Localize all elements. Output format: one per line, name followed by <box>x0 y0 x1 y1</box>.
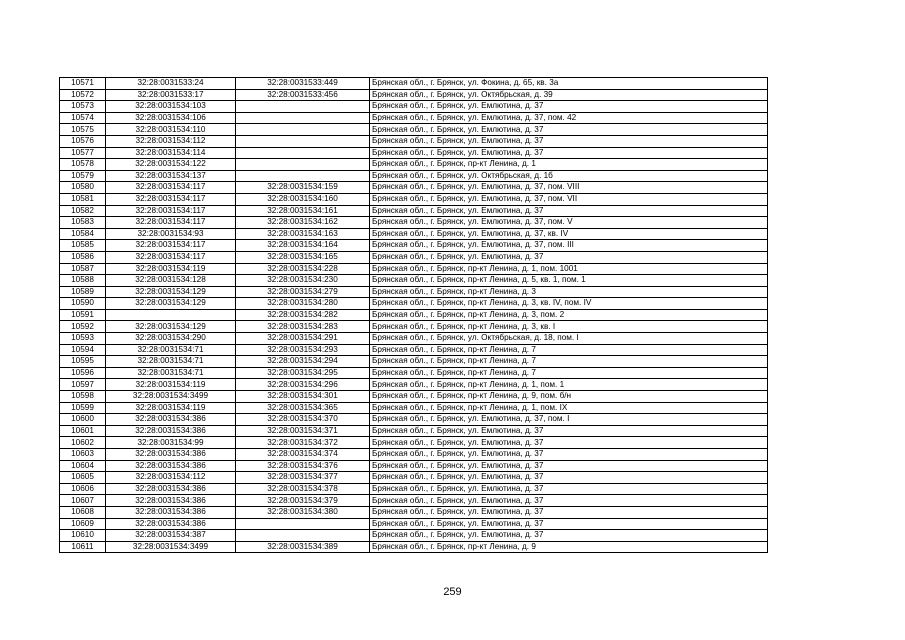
object-cadastral-number-cell: 32:28:0031534:291 <box>236 333 370 345</box>
object-cadastral-number-cell: 32:28:0031534:301 <box>236 391 370 403</box>
address-cell: Брянская обл., г. Брянск, ул. Емлютина, д. 37, пом. 42 <box>370 112 768 124</box>
land-cadastral-number-cell: 32:28:0031534:112 <box>106 472 236 484</box>
table-row <box>60 170 768 182</box>
row-number-cell: 10591 <box>60 309 106 321</box>
object-cadastral-number-cell <box>236 518 370 530</box>
land-cadastral-number-cell: 32:28:0031534:128 <box>106 275 236 287</box>
row-number-cell: 10609 <box>60 518 106 530</box>
address-cell: Брянская обл., г. Брянск, ул. Емлютина, д. 37 <box>370 472 768 484</box>
table-row <box>60 205 768 217</box>
object-cadastral-number-cell: 32:28:0031533:449 <box>236 78 370 90</box>
row-number-cell: 10588 <box>60 275 106 287</box>
object-cadastral-number-cell <box>236 147 370 159</box>
table-row <box>60 506 768 518</box>
row-number-cell: 10572 <box>60 89 106 101</box>
address-cell: Брянская обл., г. Брянск, пр-кт Ленина, д. 1, пом. 1001 <box>370 263 768 275</box>
row-number-cell: 10574 <box>60 112 106 124</box>
land-cadastral-number-cell: 32:28:0031534:99 <box>106 437 236 449</box>
row-number-cell: 10597 <box>60 379 106 391</box>
address-cell: Брянская обл., г. Брянск, ул. Емлютина, д. 37 <box>370 147 768 159</box>
object-cadastral-number-cell <box>236 135 370 147</box>
table-row <box>60 275 768 287</box>
row-number-cell: 10583 <box>60 217 106 229</box>
address-cell: Брянская обл., г. Брянск, ул. Емлютина, д. 37 <box>370 135 768 147</box>
address-cell: Брянская обл., г. Брянск, пр-кт Ленина, д. 7 <box>370 344 768 356</box>
address-cell: Брянская обл., г. Брянск, ул. Октябрьская, д. 18, пом. I <box>370 333 768 345</box>
object-cadastral-number-cell: 32:28:0031534:230 <box>236 275 370 287</box>
land-cadastral-number-cell: 32:28:0031534:112 <box>106 135 236 147</box>
row-number-cell: 10576 <box>60 135 106 147</box>
address-cell: Брянская обл., г. Брянск, ул. Емлютина, д. 37 <box>370 460 768 472</box>
table-row <box>60 472 768 484</box>
object-cadastral-number-cell <box>236 159 370 171</box>
table-row <box>60 541 768 553</box>
object-cadastral-number-cell: 32:28:0031534:294 <box>236 356 370 368</box>
address-cell: Брянская обл., г. Брянск, пр-кт Ленина, д. 3, кв. IV, пом. IV <box>370 298 768 310</box>
land-cadastral-number-cell: 32:28:0031534:71 <box>106 344 236 356</box>
object-cadastral-number-cell: 32:28:0031534:377 <box>236 472 370 484</box>
address-cell: Брянская обл., г. Брянск, ул. Емлютина, д. 37, кв. IV <box>370 228 768 240</box>
address-cell: Брянская обл., г. Брянск, ул. Емлютина, д. 37 <box>370 495 768 507</box>
object-cadastral-number-cell: 32:28:0031534:376 <box>236 460 370 472</box>
address-cell: Брянская обл., г. Брянск, ул. Емлютина, д. 37 <box>370 124 768 136</box>
object-cadastral-number-cell: 32:28:0031534:279 <box>236 286 370 298</box>
land-cadastral-number-cell: 32:28:0031534:110 <box>106 124 236 136</box>
row-number-cell: 10587 <box>60 263 106 275</box>
address-cell: Брянская обл., г. Брянск, пр-кт Ленина, д. 7 <box>370 356 768 368</box>
row-number-cell: 10599 <box>60 402 106 414</box>
table-row <box>60 124 768 136</box>
table-row <box>60 251 768 263</box>
table-row <box>60 414 768 426</box>
object-cadastral-number-cell: 32:28:0031534:296 <box>236 379 370 391</box>
address-cell: Брянская обл., г. Брянск, ул. Емлютина, д. 37 <box>370 530 768 542</box>
address-cell: Брянская обл., г. Брянск, ул. Емлютина, д. 37 <box>370 251 768 263</box>
object-cadastral-number-cell: 32:28:0031534:282 <box>236 309 370 321</box>
address-cell: Брянская обл., г. Брянск, ул. Емлютина, д. 37 <box>370 101 768 113</box>
address-cell: Брянская обл., г. Брянск, пр-кт Ленина, д. 1 <box>370 159 768 171</box>
object-cadastral-number-cell: 32:28:0031534:365 <box>236 402 370 414</box>
object-cadastral-number-cell: 32:28:0031534:280 <box>236 298 370 310</box>
land-cadastral-number-cell: 32:28:0031534:386 <box>106 495 236 507</box>
table-row <box>60 263 768 275</box>
address-cell: Брянская обл., г. Брянск, пр-кт Ленина, д. 3, кв. I <box>370 321 768 333</box>
object-cadastral-number-cell: 32:28:0031533:456 <box>236 89 370 101</box>
table-row <box>60 147 768 159</box>
table-row <box>60 483 768 495</box>
address-cell: Брянская обл., г. Брянск, ул. Емлютина, д. 37 <box>370 506 768 518</box>
object-cadastral-number-cell: 32:28:0031534:378 <box>236 483 370 495</box>
object-cadastral-number-cell: 32:28:0031534:370 <box>236 414 370 426</box>
land-cadastral-number-cell: 32:28:0031534:3499 <box>106 391 236 403</box>
land-cadastral-number-cell: 32:28:0031534:386 <box>106 506 236 518</box>
land-cadastral-number-cell: 32:28:0031534:117 <box>106 251 236 263</box>
row-number-cell: 10594 <box>60 344 106 356</box>
land-cadastral-number-cell: 32:28:0031534:129 <box>106 321 236 333</box>
row-number-cell: 10573 <box>60 101 106 113</box>
row-number-cell: 10595 <box>60 356 106 368</box>
land-cadastral-number-cell: 32:28:0031534:386 <box>106 460 236 472</box>
row-number-cell: 10607 <box>60 495 106 507</box>
land-cadastral-number-cell: 32:28:0031533:24 <box>106 78 236 90</box>
object-cadastral-number-cell: 32:28:0031534:371 <box>236 425 370 437</box>
land-cadastral-number-cell: 32:28:0031534:119 <box>106 402 236 414</box>
address-cell: Брянская обл., г. Брянск, пр-кт Ленина, д. 9 <box>370 541 768 553</box>
address-cell: Брянская обл., г. Брянск, ул. Емлютина, д. 37, пом. I <box>370 414 768 426</box>
address-cell: Брянская обл., г. Брянск, пр-кт Ленина, д. 1, пом. 1 <box>370 379 768 391</box>
table-row <box>60 379 768 391</box>
row-number-cell: 10603 <box>60 449 106 461</box>
object-cadastral-number-cell: 32:28:0031534:293 <box>236 344 370 356</box>
address-cell: Брянская обл., г. Брянск, ул. Октябрьская, д. 39 <box>370 89 768 101</box>
land-cadastral-number-cell: 32:28:0031534:117 <box>106 217 236 229</box>
object-cadastral-number-cell: 32:28:0031534:283 <box>236 321 370 333</box>
row-number-cell: 10593 <box>60 333 106 345</box>
land-cadastral-number-cell: 32:28:0031534:71 <box>106 367 236 379</box>
address-cell: Брянская обл., г. Брянск, ул. Емлютина, д. 37, пом. VIII <box>370 182 768 194</box>
land-cadastral-number-cell: 32:28:0031534:119 <box>106 263 236 275</box>
row-number-cell: 10577 <box>60 147 106 159</box>
address-cell: Брянская обл., г. Брянск, ул. Емлютина, д. 37 <box>370 437 768 449</box>
object-cadastral-number-cell <box>236 170 370 182</box>
object-cadastral-number-cell: 32:28:0031534:374 <box>236 449 370 461</box>
object-cadastral-number-cell: 32:28:0031534:295 <box>236 367 370 379</box>
table-row <box>60 309 768 321</box>
row-number-cell: 10581 <box>60 193 106 205</box>
row-number-cell: 10598 <box>60 391 106 403</box>
table-row <box>60 344 768 356</box>
registry-table <box>59 77 768 553</box>
land-cadastral-number-cell: 32:28:0031534:103 <box>106 101 236 113</box>
land-cadastral-number-cell <box>106 309 236 321</box>
object-cadastral-number-cell: 32:28:0031534:380 <box>236 506 370 518</box>
row-number-cell: 10585 <box>60 240 106 252</box>
land-cadastral-number-cell: 32:28:0031534:129 <box>106 286 236 298</box>
address-cell: Брянская обл., г. Брянск, ул. Емлютина, д. 37 <box>370 483 768 495</box>
row-number-cell: 10579 <box>60 170 106 182</box>
table-row <box>60 321 768 333</box>
land-cadastral-number-cell: 32:28:0031534:117 <box>106 193 236 205</box>
object-cadastral-number-cell: 32:28:0031534:389 <box>236 541 370 553</box>
address-cell: Брянская обл., г. Брянск, ул. Емлютина, д. 37 <box>370 425 768 437</box>
object-cadastral-number-cell: 32:28:0031534:165 <box>236 251 370 263</box>
row-number-cell: 10586 <box>60 251 106 263</box>
row-number-cell: 10611 <box>60 541 106 553</box>
address-cell: Брянская обл., г. Брянск, пр-кт Ленина, д. 9, пом. б/н <box>370 391 768 403</box>
object-cadastral-number-cell <box>236 101 370 113</box>
table-row <box>60 425 768 437</box>
table-row <box>60 182 768 194</box>
address-cell: Брянская обл., г. Брянск, пр-кт Ленина, д. 5, кв. 1, пом. 1 <box>370 275 768 287</box>
object-cadastral-number-cell <box>236 112 370 124</box>
table-row <box>60 356 768 368</box>
registry-table-body <box>60 78 768 553</box>
table-row <box>60 367 768 379</box>
object-cadastral-number-cell <box>236 530 370 542</box>
table-row <box>60 495 768 507</box>
table-row <box>60 449 768 461</box>
address-cell: Брянская обл., г. Брянск, пр-кт Ленина, д. 1, пом. IX <box>370 402 768 414</box>
table-row <box>60 112 768 124</box>
object-cadastral-number-cell: 32:28:0031534:164 <box>236 240 370 252</box>
land-cadastral-number-cell: 32:28:0031534:106 <box>106 112 236 124</box>
address-cell: Брянская обл., г. Брянск, ул. Емлютина, д. 37, пом. VII <box>370 193 768 205</box>
row-number-cell: 10584 <box>60 228 106 240</box>
land-cadastral-number-cell: 32:28:0031534:129 <box>106 298 236 310</box>
object-cadastral-number-cell: 32:28:0031534:228 <box>236 263 370 275</box>
table-row <box>60 228 768 240</box>
land-cadastral-number-cell: 32:28:0031534:117 <box>106 240 236 252</box>
table-row <box>60 89 768 101</box>
table-row <box>60 135 768 147</box>
address-cell: Брянская обл., г. Брянск, ул. Емлютина, д. 37 <box>370 449 768 461</box>
table-row <box>60 333 768 345</box>
row-number-cell: 10580 <box>60 182 106 194</box>
object-cadastral-number-cell: 32:28:0031534:162 <box>236 217 370 229</box>
row-number-cell: 10582 <box>60 205 106 217</box>
object-cadastral-number-cell: 32:28:0031534:161 <box>236 205 370 217</box>
table-row <box>60 460 768 472</box>
table-row <box>60 298 768 310</box>
table-row <box>60 530 768 542</box>
address-cell: Брянская обл., г. Брянск, ул. Емлютина, д. 37 <box>370 518 768 530</box>
row-number-cell: 10610 <box>60 530 106 542</box>
address-cell: Брянская обл., г. Брянск, ул. Емлютина, д. 37 <box>370 205 768 217</box>
row-number-cell: 10592 <box>60 321 106 333</box>
object-cadastral-number-cell: 32:28:0031534:160 <box>236 193 370 205</box>
row-number-cell: 10604 <box>60 460 106 472</box>
page-number: 259 <box>443 586 462 598</box>
address-cell: Брянская обл., г. Брянск, пр-кт Ленина, д. 3, пом. 2 <box>370 309 768 321</box>
land-cadastral-number-cell: 32:28:0031534:122 <box>106 159 236 171</box>
object-cadastral-number-cell: 32:28:0031534:163 <box>236 228 370 240</box>
table-row <box>60 286 768 298</box>
land-cadastral-number-cell: 32:28:0031533:17 <box>106 89 236 101</box>
table-row <box>60 217 768 229</box>
table-row <box>60 78 768 90</box>
land-cadastral-number-cell: 32:28:0031534:386 <box>106 449 236 461</box>
land-cadastral-number-cell: 32:28:0031534:290 <box>106 333 236 345</box>
land-cadastral-number-cell: 32:28:0031534:93 <box>106 228 236 240</box>
land-cadastral-number-cell: 32:28:0031534:117 <box>106 182 236 194</box>
row-number-cell: 10571 <box>60 78 106 90</box>
row-number-cell: 10596 <box>60 367 106 379</box>
land-cadastral-number-cell: 32:28:0031534:114 <box>106 147 236 159</box>
object-cadastral-number-cell: 32:28:0031534:372 <box>236 437 370 449</box>
row-number-cell: 10589 <box>60 286 106 298</box>
table-row <box>60 391 768 403</box>
row-number-cell: 10602 <box>60 437 106 449</box>
table-row <box>60 402 768 414</box>
table-row <box>60 101 768 113</box>
row-number-cell: 10605 <box>60 472 106 484</box>
land-cadastral-number-cell: 32:28:0031534:117 <box>106 205 236 217</box>
land-cadastral-number-cell: 32:28:0031534:386 <box>106 425 236 437</box>
land-cadastral-number-cell: 32:28:0031534:386 <box>106 414 236 426</box>
address-cell: Брянская обл., г. Брянск, пр-кт Ленина, д. 3 <box>370 286 768 298</box>
object-cadastral-number-cell: 32:28:0031534:159 <box>236 182 370 194</box>
land-cadastral-number-cell: 32:28:0031534:137 <box>106 170 236 182</box>
row-number-cell: 10575 <box>60 124 106 136</box>
land-cadastral-number-cell: 32:28:0031534:3499 <box>106 541 236 553</box>
table-row <box>60 240 768 252</box>
table-row <box>60 159 768 171</box>
address-cell: Брянская обл., г. Брянск, ул. Фокина, д. 65, кв. 3а <box>370 78 768 90</box>
land-cadastral-number-cell: 32:28:0031534:386 <box>106 483 236 495</box>
land-cadastral-number-cell: 32:28:0031534:386 <box>106 518 236 530</box>
table-row <box>60 518 768 530</box>
land-cadastral-number-cell: 32:28:0031534:71 <box>106 356 236 368</box>
address-cell: Брянская обл., г. Брянск, ул. Емлютина, д. 37, пом. V <box>370 217 768 229</box>
object-cadastral-number-cell <box>236 124 370 136</box>
row-number-cell: 10601 <box>60 425 106 437</box>
land-cadastral-number-cell: 32:28:0031534:387 <box>106 530 236 542</box>
table-row <box>60 437 768 449</box>
row-number-cell: 10600 <box>60 414 106 426</box>
address-cell: Брянская обл., г. Брянск, пр-кт Ленина, д. 7 <box>370 367 768 379</box>
row-number-cell: 10608 <box>60 506 106 518</box>
row-number-cell: 10578 <box>60 159 106 171</box>
address-cell: Брянская обл., г. Брянск, ул. Октябрьская, д. 1б <box>370 170 768 182</box>
object-cadastral-number-cell: 32:28:0031534:379 <box>236 495 370 507</box>
row-number-cell: 10606 <box>60 483 106 495</box>
land-cadastral-number-cell: 32:28:0031534:119 <box>106 379 236 391</box>
address-cell: Брянская обл., г. Брянск, ул. Емлютина, д. 37, пом. III <box>370 240 768 252</box>
row-number-cell: 10590 <box>60 298 106 310</box>
table-row <box>60 193 768 205</box>
